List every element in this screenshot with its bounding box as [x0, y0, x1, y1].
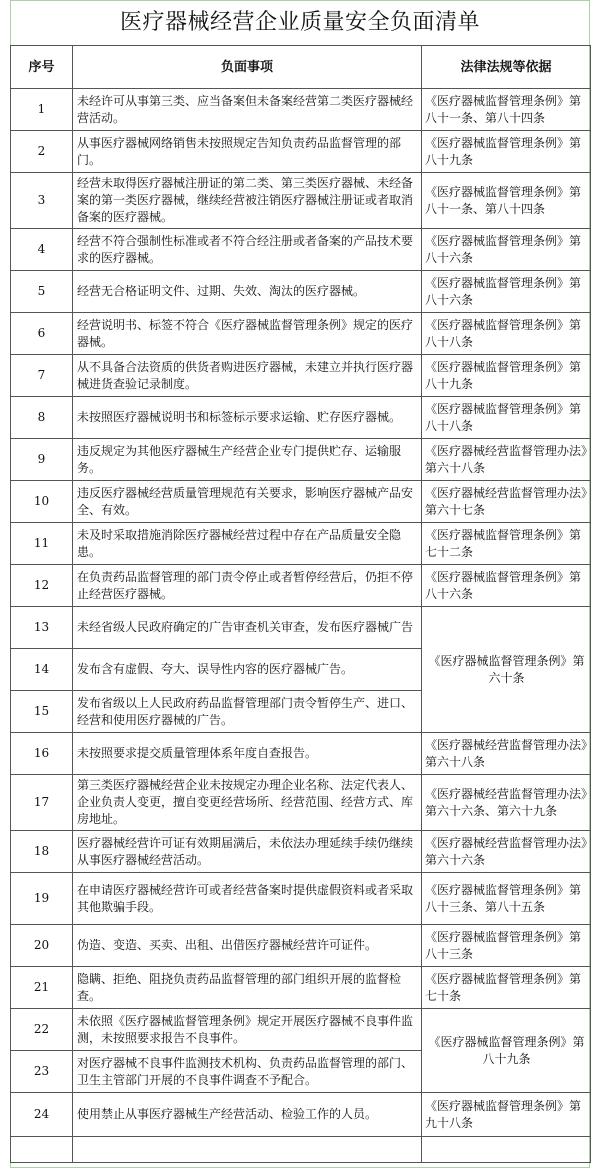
row-item: 使用禁止从事医疗器械生产经营活动、检验工作的人员。 [73, 1093, 422, 1137]
header-no: 序号 [11, 46, 73, 89]
row-basis: 《医疗器械经营监督管理办法》第六十八条 [422, 733, 591, 775]
table-row [11, 775, 591, 831]
row-no: 14 [11, 649, 73, 691]
row-item: 经营未取得医疗器械注册证的第二类、第三类医疗器械、未经备案的第一类医疗器械，继续经营被注销医疗器械注册证或者取消备案的医疗器械。 [73, 173, 422, 229]
row-basis: 《医疗器械监督管理条例》第八十九条 [422, 355, 591, 397]
row-item: 第三类医疗器械经营企业未按规定办理企业名称、法定代表人、企业负责人变更，擅自变更经营场所、经营范围、经营方式、库房地址。 [73, 775, 422, 831]
row-basis: 《医疗器械经营监督管理办法》第六十八条 [422, 439, 591, 481]
row-no: 7 [11, 355, 73, 397]
row-no: 11 [11, 523, 73, 565]
table-row [11, 89, 591, 131]
table-row [11, 271, 591, 313]
row-no: 5 [11, 271, 73, 313]
row-no: 9 [11, 439, 73, 481]
row-basis: 《医疗器械监督管理条例》第八十九条 [422, 131, 591, 173]
row-item: 未依照《医疗器械监督管理条例》规定开展医疗器械不良事件监测，未按照要求报告不良事件。 [73, 1009, 422, 1051]
row-basis: 《医疗器械监督管理条例》第八十六条 [422, 229, 591, 271]
row-no: 15 [11, 691, 73, 733]
row-item: 未及时采取措施消除医疗器械经营过程中存在产品质量安全隐患。 [73, 523, 422, 565]
page-title: 医疗器械经营企业质量安全负面清单 [119, 10, 480, 35]
row-item: 未按照要求提交质量管理体系年度自查报告。 [73, 733, 422, 775]
row-basis: 《医疗器械监督管理条例》第九十八条 [422, 1093, 591, 1137]
row-no: 24 [11, 1093, 73, 1137]
row-no: 4 [11, 229, 73, 271]
row-basis: 《医疗器械经营监督管理办法》第六十七条 [422, 481, 591, 523]
row-no: 20 [11, 925, 73, 967]
row-item: 对医疗器械不良事件监测技术机构、负责药品监督管理的部门、卫生主管部门开展的不良事件调查不予配合。 [73, 1051, 422, 1093]
row-item: 未经省级人民政府确定的广告审查机关审查，发布医疗器械广告 [73, 607, 422, 649]
table-row [11, 565, 591, 607]
row-no: 12 [11, 565, 73, 607]
table-row [11, 397, 591, 439]
row-no: 3 [11, 173, 73, 229]
row-basis: 《医疗器械监督管理条例》第八十六条 [422, 565, 591, 607]
table-row [11, 355, 591, 397]
row-basis: 《医疗器械监督管理条例》第八十六条 [422, 271, 591, 313]
row-basis: 《医疗器械监督管理条例》第八十三条、第八十五条 [422, 873, 591, 925]
table-row [11, 873, 591, 925]
row-no: 16 [11, 733, 73, 775]
row-item: 发布省级以上人民政府药品监督管理部门责令暂停生产、进口、经营和使用医疗器械的广告。 [73, 691, 422, 733]
row-basis: 《医疗器械监督管理条例》第八十八条 [422, 397, 591, 439]
empty-cell [422, 1137, 591, 1163]
row-item: 经营无合格证明文件、过期、失效、淘汰的医疗器械。 [73, 271, 422, 313]
negative-list-table [10, 45, 591, 1163]
table-row [11, 313, 591, 355]
table-row [11, 967, 591, 1009]
row-item: 发布含有虚假、夸大、误导性内容的医疗器械广告。 [73, 649, 422, 691]
row-basis: 《医疗器械监督管理条例》第七十二条 [422, 523, 591, 565]
table-row [11, 925, 591, 967]
row-no: 21 [11, 967, 73, 1009]
row-basis: 《医疗器械监督管理条例》第八十九条 [422, 1009, 591, 1093]
row-item: 在申请医疗器械经营许可或者经营备案时提供虚假资料或者采取其他欺骗手段。 [73, 873, 422, 925]
table-row [11, 439, 591, 481]
row-no: 19 [11, 873, 73, 925]
row-basis: 《医疗器械监督管理条例》第八十八条 [422, 313, 591, 355]
row-basis: 《医疗器械监督管理条例》第七十条 [422, 967, 591, 1009]
row-basis: 《医疗器械经营监督管理办法》第六十六条、第六十九条 [422, 775, 591, 831]
header-basis: 法律法规等依据 [422, 46, 591, 89]
table-row [11, 1009, 591, 1051]
row-no: 23 [11, 1051, 73, 1093]
row-no: 13 [11, 607, 73, 649]
empty-cell [73, 1137, 422, 1163]
row-item: 伪造、变造、买卖、出租、出借医疗器械经营许可证件。 [73, 925, 422, 967]
table-row [11, 831, 591, 873]
row-item: 违反医疗器械经营质量管理规范有关要求，影响医疗器械产品安全、有效。 [73, 481, 422, 523]
row-item: 在负责药品监督管理的部门责令停止或者暂停经营后，仍拒不停止经营医疗器械。 [73, 565, 422, 607]
row-no: 6 [11, 313, 73, 355]
table-row [11, 481, 591, 523]
row-item: 经营不符合强制性标准或者不符合经注册或者备案的产品技术要求的医疗器械。 [73, 229, 422, 271]
row-item: 未经许可从事第三类、应当备案但未备案经营第二类医疗器械经营活动。 [73, 89, 422, 131]
row-no: 8 [11, 397, 73, 439]
row-basis: 《医疗器械监督管理条例》第八十一条、第八十四条 [422, 173, 591, 229]
row-item: 经营说明书、标签不符合《医疗器械监督管理条例》规定的医疗器械。 [73, 313, 422, 355]
row-no: 10 [11, 481, 73, 523]
empty-cell [11, 1137, 73, 1163]
table-row [11, 607, 591, 649]
header-item: 负面事项 [73, 46, 422, 89]
table-row [11, 1093, 591, 1137]
table-row [11, 523, 591, 565]
table-row-empty [11, 1137, 591, 1163]
row-item: 从事医疗器械网络销售未按照规定告知负责药品监督管理的部门。 [73, 131, 422, 173]
row-item: 从不具备合法资质的供货者购进医疗器械，未建立并执行医疗器械进货查验记录制度。 [73, 355, 422, 397]
row-no: 22 [11, 1009, 73, 1051]
row-basis: 《医疗器械经营监督管理办法》第六十六条 [422, 831, 591, 873]
row-item: 违反规定为其他医疗器械生产经营企业专门提供贮存、运输服务。 [73, 439, 422, 481]
row-basis: 《医疗器械监督管理条例》第八十三条 [422, 925, 591, 967]
table-header-row [11, 46, 591, 89]
table-row [11, 229, 591, 271]
row-item: 隐瞒、拒绝、阻挠负责药品监督管理的部门组织开展的监督检查。 [73, 967, 422, 1009]
table-row [11, 131, 591, 173]
row-no: 1 [11, 89, 73, 131]
row-no: 18 [11, 831, 73, 873]
row-item: 未按照医疗器械说明书和标签标示要求运输、贮存医疗器械。 [73, 397, 422, 439]
table-row [11, 173, 591, 229]
row-basis: 《医疗器械监督管理条例》第八十一条、第八十四条 [422, 89, 591, 131]
table-row [11, 733, 591, 775]
row-item: 医疗器械经营许可证有效期届满后，未依法办理延续手续仍继续从事医疗器械经营活动。 [73, 831, 422, 873]
row-basis: 《医疗器械监督管理条例》第六十条 [422, 607, 591, 733]
row-no: 2 [11, 131, 73, 173]
row-no: 17 [11, 775, 73, 831]
